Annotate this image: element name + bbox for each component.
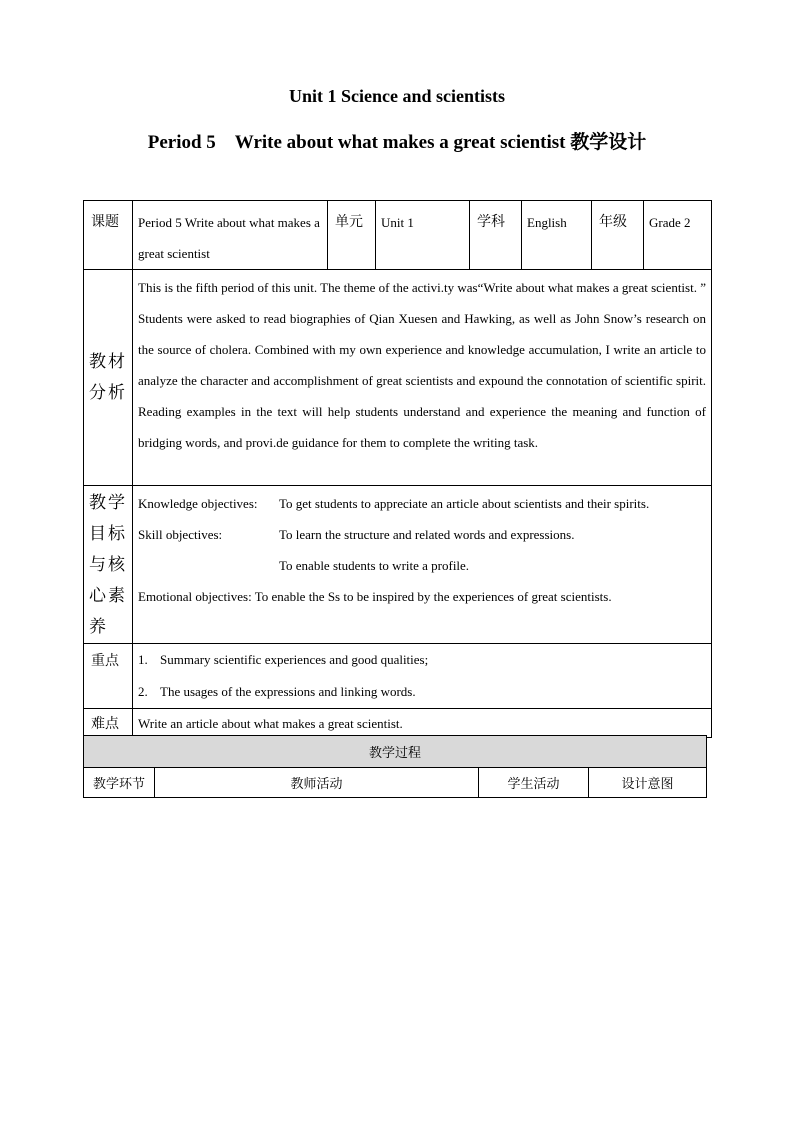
column-header-stage: 教学环节 bbox=[84, 768, 155, 798]
process-title-row bbox=[84, 736, 707, 768]
objectives-label: 教学目标与核心素养 bbox=[84, 486, 133, 644]
unit-value: Unit 1 bbox=[376, 201, 470, 270]
info-row-objectives bbox=[84, 486, 712, 644]
analysis-label: 教材分析 bbox=[84, 270, 133, 486]
skill-text-2: To enable students to write a profile. bbox=[279, 558, 470, 573]
info-row-difficulty bbox=[84, 709, 712, 738]
analysis-text: This is the fifth period of this unit. The theme of the activi.ty was“Write about what makes a great scientist. ” Students were asked to read biographies of Qian Xuesen and Hawking, as well as John Snow’s research on the source of cholera. Combined with my own experience and knowledge accumulation, I write an article to analyze the character and accomplishment of great scientists and expound the connotation of scientific spirit. Reading examples in the text will help students understand and experience the meaning and function of bridging words, and provi.de guidance for them to complete the writing task. bbox=[133, 270, 712, 486]
grade-label: 年级 bbox=[592, 201, 644, 270]
column-header-design-intent: 设计意图 bbox=[589, 768, 707, 798]
skill-objective bbox=[138, 519, 706, 550]
topic-label: 课题 bbox=[84, 201, 133, 270]
info-row-analysis bbox=[84, 270, 712, 486]
knowledge-label: Knowledge objectives: bbox=[138, 496, 258, 511]
skill-objective-continued bbox=[138, 550, 706, 581]
document-subtitle: Period 5 Write about what makes a great scientist 教学设计 bbox=[147, 132, 647, 153]
subject-value: English bbox=[522, 201, 592, 270]
objectives-content bbox=[133, 486, 712, 644]
process-title: 教学过程 bbox=[84, 736, 707, 768]
emotional-objective: Emotional objectives: To enable the Ss to be inspired by the experiences of great scientists. bbox=[138, 589, 612, 604]
key-point-item: 1. Summary scientific experiences and good qualities; bbox=[138, 652, 429, 667]
subject-label: 学科 bbox=[470, 201, 522, 270]
key-point-item: 2. The usages of the expressions and linking words. bbox=[138, 684, 416, 699]
info-row-key-points bbox=[84, 644, 712, 709]
column-header-student-activity: 学生活动 bbox=[479, 768, 589, 798]
teaching-process-table bbox=[83, 735, 707, 798]
skill-text-1: To learn the structure and related words and expressions. bbox=[279, 527, 575, 542]
key-points-label: 重点 bbox=[84, 644, 133, 709]
difficulty-label: 难点 bbox=[84, 709, 133, 738]
skill-label: Skill objectives: bbox=[138, 527, 223, 542]
process-header-row bbox=[84, 768, 707, 798]
unit-label: 单元 bbox=[328, 201, 376, 270]
knowledge-text: To get students to appreciate an article about scientists and their spirits. bbox=[279, 496, 650, 511]
topic-value: Period 5 Write about what makes a great scientist bbox=[133, 201, 328, 270]
grade-value: Grade 2 bbox=[644, 201, 712, 270]
document-title: Unit 1 Science and scientists bbox=[289, 86, 505, 106]
info-row-basics bbox=[84, 201, 712, 270]
key-points-content bbox=[133, 644, 712, 709]
knowledge-objective bbox=[138, 488, 706, 519]
column-header-teacher-activity: 教师活动 bbox=[155, 768, 479, 798]
difficulty-text: Write an article about what makes a great scientist. bbox=[133, 709, 712, 738]
lesson-info-table bbox=[83, 200, 712, 738]
